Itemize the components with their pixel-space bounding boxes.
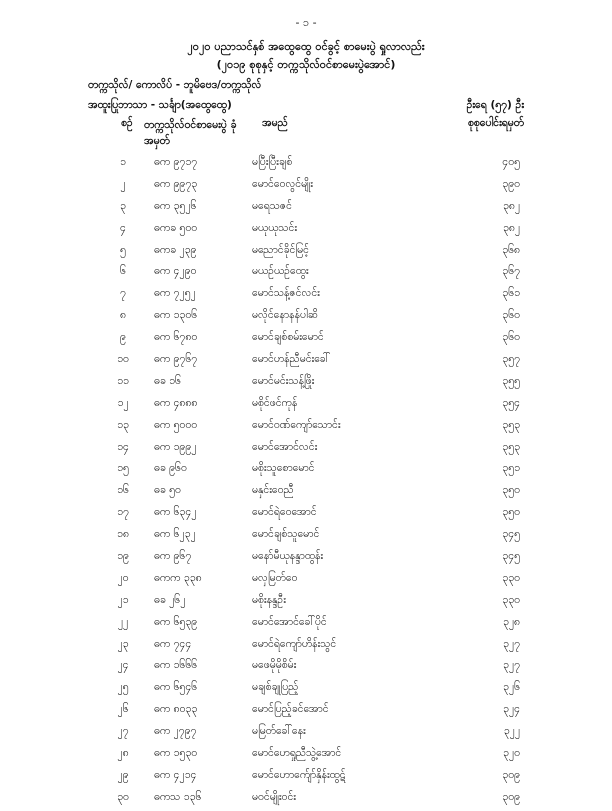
student-name: မနှင်းဝေညီ <box>252 484 294 497</box>
table-row <box>0 395 612 417</box>
table-row <box>0 176 612 198</box>
total-marks: ၄၀၅ <box>502 156 520 168</box>
student-name: မယဉ်ယဉ်ထွေး <box>252 265 309 278</box>
row-number: ၁၁ <box>117 374 129 387</box>
row-number: ၁၉ <box>117 550 129 563</box>
total-marks: ၃၃၀ <box>502 571 520 584</box>
subject-line: အထူးပြုဘာသာ - သင်္ချာ(အထွေထွေ) <box>88 99 232 111</box>
table-row <box>0 329 612 351</box>
roll-number: ဓကခ ၅၀၀ <box>154 221 198 234</box>
roll-number: ဓက ၁၆၆၆ <box>154 659 198 672</box>
roll-number: ဓက ၆၇၈၀ <box>154 331 198 344</box>
total-marks: ၃၅၃ <box>502 440 520 453</box>
table-row <box>0 263 612 285</box>
header-no: စဉ် <box>121 117 133 129</box>
student-name: မနော်မီယုနန္ဒာထွန်း <box>252 550 324 563</box>
student-name: မစိုင်ဖင်ကုန် <box>252 396 298 409</box>
document-subtitle: (၂၀၁၉ စုစုနှင့် တက္ကသိုလ်ဝင်စာမေးပွဲအောင်) <box>216 58 396 71</box>
table-row <box>0 154 612 176</box>
table-row <box>0 614 612 636</box>
student-name: မချစ်ချုပြည့် <box>252 681 299 694</box>
table-row <box>0 701 612 723</box>
row-number: ၁၆ <box>117 484 129 497</box>
roll-number: ဓက ၉၉၇၃ <box>154 177 198 190</box>
row-number: ၂၇ <box>117 725 129 738</box>
roll-number: ဓက ၆၂၃၂ <box>154 528 196 541</box>
total-marks: ၃၆၁ <box>502 287 520 300</box>
roll-number: ဓက ၉၇၁၇ <box>154 156 198 168</box>
table-row <box>0 307 612 329</box>
row-number: ၂၀ <box>117 571 129 584</box>
row-number: ၁၈ <box>117 528 129 541</box>
total-marks: ၃၄၅ <box>502 550 520 563</box>
student-name: မောင်ဝဏ်ကျော်သောင်း <box>252 418 341 431</box>
total-marks: ၃၆၀ <box>502 331 520 344</box>
student-name: မောင်ဝေလွင်မျိုး <box>252 177 313 190</box>
roll-number: ဓက ၇၄၄ <box>154 637 192 650</box>
row-number: ၁၄ <box>117 440 129 453</box>
document-title: ၂၀၂၀ ပညာသင်နှစ် အထွေထွေ ဝင်ခွင့် စာမေးပွဲ ရှုလာလည်း <box>187 40 425 53</box>
table-row <box>0 789 612 811</box>
row-number: ၇ <box>120 287 126 300</box>
student-name: မစိုးသူစောမောင် <box>252 462 315 475</box>
roll-number: ဓက ၆၅၄၆ <box>154 681 198 694</box>
row-number: ၂၉ <box>117 768 129 781</box>
row-number: ၈ <box>120 309 126 322</box>
row-number: ၁၂ <box>117 396 129 409</box>
total-marks: ၃၂၄ <box>503 703 520 716</box>
student-name: မောင်ဟန်ညီမင်းခေါ် <box>252 353 331 366</box>
student-name: မရေသဇင် <box>252 199 292 212</box>
roll-number: ဓခ ၉၆၀ <box>154 462 187 475</box>
total-marks: ၃၅၇ <box>502 353 520 366</box>
roll-number: ဓက ၄၈၈၈ <box>154 396 198 409</box>
table-row <box>0 439 612 461</box>
row-number: ၉ <box>120 331 126 344</box>
roll-number: ဓက ၇၂၅၂ <box>154 287 196 300</box>
roll-number: ဓက ၁၃၀၆ <box>154 309 198 322</box>
total-marks: ၃၃၀ <box>502 593 520 606</box>
roll-number: ဓကက ၃၃၈ <box>154 571 202 584</box>
total-marks: ၃၀၉ <box>502 790 520 803</box>
roll-number: ဓက ၈၀၃၃ <box>154 703 198 716</box>
row-number: ၁၀ <box>117 353 129 366</box>
roll-number: ဓက ၄၂၁၄ <box>154 768 197 781</box>
student-name: မောင်သန့်ဇင်လင်း <box>252 287 320 300</box>
student-name: မောင်ချစ်သူမောင် <box>252 528 320 541</box>
total-marks: ၃၀၉ <box>502 768 520 781</box>
roll-number: ဓခ ၁၆ <box>154 374 181 387</box>
table-row <box>0 460 612 482</box>
roll-number: ဓက ၉၇၆၇ <box>154 353 198 366</box>
row-number: ၂၃ <box>117 637 129 650</box>
header-roll-number: တက္ကသိုလ်ဝင်စာမေးပွဲ ခုံအမှတ် <box>144 119 237 147</box>
roll-number: ဓက ၄၂၉၀ <box>154 265 197 278</box>
table-row <box>0 679 612 701</box>
table-row <box>0 351 612 373</box>
results-table <box>0 154 612 811</box>
header-total-marks: စုစုပေါင်းရမှတ် <box>467 117 524 129</box>
student-name: မောင်ဟေရှုညီသွဲ့အောင် <box>252 747 342 760</box>
total-marks: ၃၅၃ <box>502 418 520 431</box>
roll-number: ဓက ၁၉၉၂ <box>154 440 197 453</box>
row-number: ၃ <box>120 199 126 212</box>
total-marks: ၃၅၄ <box>502 396 520 409</box>
total-marks: ၃၂၆ <box>503 681 520 694</box>
total-marks: ၃၅၅ <box>502 374 520 387</box>
roll-number: ဓက ၅၀၀၀ <box>154 418 198 431</box>
roll-number: ဓက ၁၅၃၀ <box>154 747 198 760</box>
total-marks: ၃၄၅ <box>502 528 520 541</box>
total-marks: ၃၂၈ <box>502 615 520 628</box>
student-name: မယုယုသင်း <box>252 221 298 234</box>
table-row <box>0 220 612 242</box>
student-name: မောင်ရဲကျော်ဟိန်းသွင် <box>252 637 337 650</box>
total-marks: ၃၈၂ <box>502 199 520 212</box>
student-name: မပြီးပြီးချစ် <box>252 156 293 168</box>
page-number: - ၁ - <box>295 16 317 29</box>
row-number: ၂ <box>120 177 126 190</box>
table-row <box>0 592 612 614</box>
row-number: ၆ <box>120 265 126 278</box>
roll-number: ဓကသ ၁၃၆ <box>154 790 202 803</box>
table-row <box>0 767 612 789</box>
table-row <box>0 482 612 504</box>
student-name: မောင်ချစ်စမ်းမောင် <box>252 331 324 344</box>
row-number: ၅ <box>120 243 126 256</box>
roll-number: ဓကခ ၂၃၉ <box>154 243 197 256</box>
total-marks: ၃၂၂ <box>503 725 520 738</box>
roll-number: ဓက ၂၇၉၇ <box>154 725 197 738</box>
row-number: ၂၅ <box>117 681 129 694</box>
table-row <box>0 636 612 658</box>
total-marks: ၃၂၇ <box>503 637 520 650</box>
total-marks: ၃၂၀ <box>503 747 520 760</box>
total-marks: ၃၉၀ <box>502 177 520 190</box>
table-row <box>0 417 612 439</box>
table-row <box>0 526 612 548</box>
row-number: ၁၇ <box>117 506 129 519</box>
student-name: မောင်ရဲဝေအောင် <box>252 506 317 519</box>
table-row <box>0 504 612 526</box>
row-number: ၁၅ <box>117 462 129 475</box>
total-marks: ၃၅၀ <box>502 484 520 497</box>
row-number: ၁၃ <box>117 418 129 431</box>
row-number: ၂၄ <box>117 659 129 672</box>
student-name: မညောင်ခိုင်မြင့် <box>252 243 309 256</box>
roll-number: ဓက ၆၅၃၉ <box>154 615 198 628</box>
total-marks: ၃၂၇ <box>503 659 520 672</box>
total-marks: ၃၆၈ <box>502 243 520 256</box>
row-number: ၂၈ <box>117 747 129 760</box>
roll-number: ဓခ ၅၀ <box>154 484 181 497</box>
student-name: မောင်ပြည့်ခင်အောင် <box>252 703 329 716</box>
total-marks: ၃၈၂ <box>502 221 520 234</box>
roll-number: ဓခ ၂၆၂ <box>154 593 186 606</box>
student-name: မမြတ်ခေါ်နေး <box>252 725 306 738</box>
student-name: မဖေမိုမိုစိမ်း <box>252 659 297 672</box>
table-row <box>0 548 612 570</box>
total-marks: ၃၆၇ <box>502 265 520 278</box>
student-name: မောင်ဟောက်ျော်နှိန်းထွဋ် <box>252 768 346 781</box>
student-name: မောင်အောင်လင်း <box>252 440 318 453</box>
student-name: မဝင်မျိုးဝင်း <box>252 790 296 803</box>
total-marks: ၃၅၀ <box>502 506 520 519</box>
table-row <box>0 242 612 264</box>
student-name: မောင်အောင်ခေါ်ပိုင် <box>252 615 327 628</box>
table-row <box>0 373 612 395</box>
table-row <box>0 723 612 745</box>
student-name: မလှမြတ်ဝေ <box>252 571 298 584</box>
student-name: မလိုင်နောနန်ပါဆိ <box>252 309 318 322</box>
table-row <box>0 657 612 679</box>
table-row <box>0 198 612 220</box>
row-number: ၂၆ <box>117 703 129 716</box>
roll-number: ဓက ၉၆၇ <box>154 550 192 563</box>
student-name: မစိုးနန္ဒဦး <box>252 593 286 606</box>
total-marks: ၃၅၁ <box>502 462 520 475</box>
header-name: အမည် <box>262 117 288 129</box>
table-row <box>0 745 612 767</box>
table-row <box>0 570 612 592</box>
table-row <box>0 285 612 307</box>
row-number: ၂၂ <box>117 615 129 628</box>
row-number: ၄ <box>120 221 126 234</box>
row-number: ၂၁ <box>117 593 129 606</box>
student-count: ဦးရေ (၅၇) ဦး <box>466 99 524 111</box>
row-number: ၁ <box>120 156 126 168</box>
roll-number: ဓက ၃၅၂၆ <box>154 199 197 212</box>
total-marks: ၃၆၀ <box>502 309 520 322</box>
roll-number: ဓက ၆၃၄၂ <box>154 506 197 519</box>
student-name: မောင်မင်းသန့်ဖြိုး <box>252 374 315 387</box>
university-line: တက္ကသိုလ်/ ကောလိပ် - ဘူမိဗေဒ/တက္ကသိုလ် <box>88 79 262 91</box>
row-number: ၃၀ <box>117 790 129 803</box>
